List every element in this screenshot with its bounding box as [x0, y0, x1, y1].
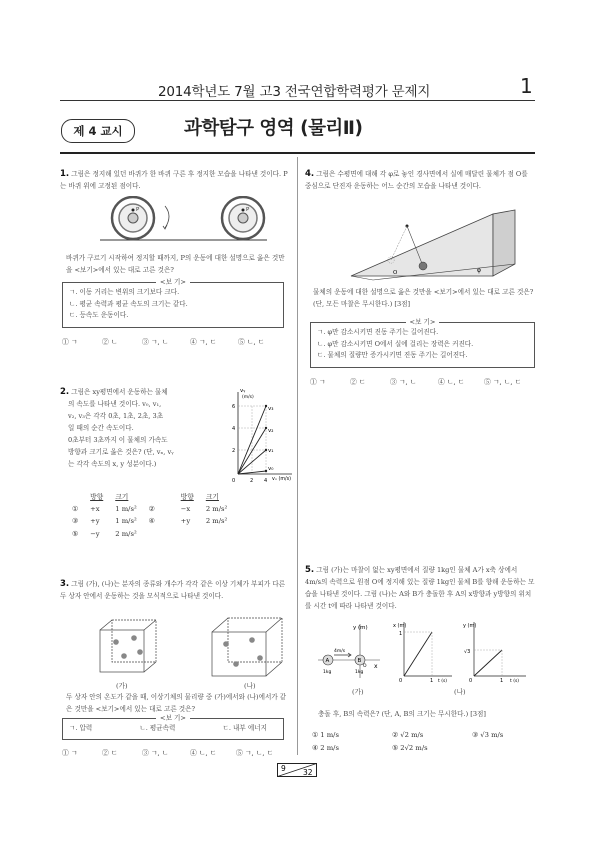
svg-text:x (m): x (m)	[393, 623, 407, 629]
svg-text:y (m): y (m)	[463, 623, 477, 629]
choice-5[interactable]: ⑤ 2√2 m/s	[392, 744, 428, 752]
question-prompt: 충돌 후, B의 속력은? (단, A, B의 크기는 무시한다.) [3점]	[318, 710, 487, 718]
figure-label-b: (나)	[454, 688, 466, 696]
svg-text:1kg: 1kg	[323, 670, 332, 675]
svg-text:vᵧ: vᵧ	[240, 388, 246, 394]
x-position-graph	[392, 618, 456, 684]
choice-4[interactable]: ④ ㄱ, ㄷ	[190, 338, 217, 346]
svg-text:4: 4	[232, 426, 236, 432]
svg-text:B: B	[357, 658, 362, 664]
choice-3[interactable]: ③ ㄱ, ㄴ	[390, 378, 417, 386]
subject-title: 과학탐구 영역 (물리Ⅱ)	[184, 118, 363, 139]
svg-text:x: x	[374, 663, 378, 670]
answer-row[interactable]: ① +x 1 m/s² ② −x 2 m/s²	[72, 504, 228, 513]
bogi-item: ㄴ. 평균속력	[139, 724, 176, 732]
svg-text:2: 2	[250, 478, 254, 484]
bogi-item: ㄱ. 압력	[69, 724, 93, 732]
svg-text:y (m): y (m)	[353, 625, 368, 631]
bogi-item: ㄱ. φ만 감소시키면 진동 주기는 길어진다.	[317, 328, 439, 336]
svg-text:v₂: v₂	[268, 428, 274, 434]
question-prompt: 물체의 운동에 대한 설명으로 옳은 것만을 <보기>에서 있는 대로 고른 것은? (단, 모든 마찰은 무시한다.) [3점]	[313, 288, 534, 308]
answer-choices	[62, 336, 282, 346]
choice-1[interactable]: ① ㄱ	[62, 749, 78, 757]
figure-label-a: (가)	[352, 688, 364, 696]
svg-text:√3: √3	[464, 649, 471, 655]
svg-text:1: 1	[430, 678, 434, 684]
question-1	[60, 168, 288, 192]
period-badge: 제 4 교시	[61, 119, 135, 143]
svg-text:2: 2	[232, 448, 236, 454]
svg-text:v₁: v₁	[268, 448, 274, 454]
svg-text:P: P	[136, 207, 140, 213]
svg-text:1: 1	[399, 631, 403, 637]
svg-text:4: 4	[264, 478, 268, 484]
incline-pendulum-figure	[345, 206, 520, 284]
bogi-title: <보 기>	[63, 277, 283, 289]
rolling-wheel-figure	[95, 196, 275, 248]
choice-5[interactable]: ⑤ ㄴ, ㄷ	[238, 338, 265, 346]
svg-text:1: 1	[500, 678, 504, 684]
choice-4[interactable]: ④ ㄴ, ㄷ	[438, 378, 465, 386]
choice-2[interactable]: ② ㄴ	[102, 338, 118, 346]
svg-text:v₀: v₀	[268, 466, 274, 472]
bogi-item: ㄴ. 평균 속력과 평균 속도의 크기는 같다.	[69, 299, 188, 308]
velocity-graph	[218, 386, 298, 484]
choice-4[interactable]: ④ ㄴ, ㄷ	[190, 749, 217, 757]
svg-text:4m/s: 4m/s	[334, 649, 346, 654]
choice-2[interactable]: ② ㄷ	[350, 378, 366, 386]
svg-text:9: 9	[281, 764, 286, 773]
choice-2[interactable]: ② ㄷ	[102, 749, 118, 757]
svg-text:P: P	[246, 207, 250, 213]
question-2: 2. 그림은 xy평면에서 운동하는 물체 의 속도를 나타낸 것이다. v₀, v₁, v₂, v₃은 각각 0초, 1초, 2초, 3초 일 때의 순간 속도이다. 0초부터 3초까지 이 물체의 가속도 방향과 크기로 옳은 것은? (단, vₓ, vᵧ 는 각각 속도의 x, y 성분이다.)	[60, 387, 174, 468]
answer-choices	[312, 744, 472, 752]
question-4: 4. 그림은 수평면에 대해 각 φ로 놓인 경사면에서 실에 매달린 물체가 점 O를 중심으로 단진자 운동하는 어느 순간의 모습을 나타낸 것이다.	[305, 169, 528, 190]
choice-5[interactable]: ⑤ ㄱ, ㄴ, ㄷ	[484, 378, 522, 386]
svg-text:0: 0	[469, 678, 473, 684]
exam-title: 2014학년도 7월 고3 전국연합학력평가 문제지	[158, 84, 431, 100]
bogi-item: ㄷ. 내부 에너지	[222, 724, 267, 732]
choice-1[interactable]: ① ㄱ	[310, 378, 326, 386]
answer-row[interactable]: ⑤ −y 2 m/s²	[72, 529, 137, 538]
choice-4[interactable]: ④ 2 m/s	[312, 744, 339, 752]
svg-text:O: O	[363, 664, 367, 669]
svg-text:6: 6	[232, 404, 236, 410]
svg-text:t (s): t (s)	[438, 679, 448, 684]
svg-text:v₃: v₃	[268, 406, 274, 412]
bogi-box: <보 기> ㄱ. 압력 ㄴ. 평균속력 ㄷ. 내부 에너지	[62, 718, 284, 740]
gas-box-figure	[88, 616, 288, 678]
svg-text:0: 0	[232, 478, 236, 484]
figure-label-a: (가)	[116, 682, 128, 690]
question-3: 3. 그림 (가), (나)는 분자의 종류와 개수가 각각 같은 이상 기체가 부피가 다른 두 상자 안에서 운동하는 것을 모식적으로 나타낸 것이다.	[60, 579, 286, 600]
svg-text:(m/s): (m/s)	[242, 395, 254, 400]
y-position-graph	[460, 618, 534, 684]
question-prompt: 바퀴가 구르기 시작하여 정지할 때까지, P의 운동에 대한 설명으로 옳은 것만을 <보기>에서 있는 대로 고른 것은?	[66, 254, 285, 274]
bogi-item: ㄷ. 등속도 운동이다.	[69, 311, 129, 319]
question-prompt: 두 상자 안의 온도가 같을 때, 이상기체의 물리량 중 (가)에서와 (나)에서가 같은 것만을 <보기>에서 있는 대로 고른 것은?	[66, 693, 287, 713]
question-5: 5. 그림 (가)는 마찰이 없는 xy평면에서 질량 1kg인 물체 A가 x축 상에서 4m/s의 속력으로 원점 O에 정지해 있는 질량 1kg인 물체 B를 향해 운동하는 모습을 나타낸 것이다. 그림 (나)는 A와 B가 충돌한 후 A의 x방향과 y방향의 위치를 시간 t에 따라 나타낸 것이다.	[305, 565, 535, 610]
choice-2[interactable]: ② √2 m/s	[392, 731, 424, 739]
choice-3[interactable]: ③ ㄱ, ㄴ	[142, 749, 169, 757]
question-stem: 그림은 정지해 있던 바퀴가 한 바퀴 구른 후 정지한 모습을 나타낸 것이다. P는 바퀴 위에 고정된 점이다.	[60, 170, 288, 190]
svg-text:t (s): t (s)	[510, 679, 520, 684]
svg-text:32: 32	[303, 768, 313, 777]
svg-text:0: 0	[399, 678, 403, 684]
header-divider	[60, 100, 535, 101]
choice-1[interactable]: ① ㄱ	[62, 338, 78, 346]
bogi-box	[62, 278, 284, 328]
svg-text:A: A	[325, 658, 330, 664]
answer-row[interactable]: ③ +y 1 m/s² ④ +y 2 m/s²	[72, 517, 228, 526]
answer-choices	[62, 747, 286, 757]
question-number: 1.	[60, 169, 70, 179]
svg-text:1kg: 1kg	[355, 670, 364, 675]
choice-3[interactable]: ③ √3 m/s	[472, 731, 504, 739]
choice-5[interactable]: ⑤ ㄱ, ㄴ, ㄷ	[236, 749, 274, 757]
bogi-box: <보 기> ㄱ. φ만 감소시키면 진동 주기는 길어진다. ㄴ. φ만 감소시키면 O에서 실에 걸리는 장력은 커진다. ㄷ. 물체의 질량만 증가시키면 진동 주기는 길어진다.	[310, 322, 535, 368]
svg-text:φ: φ	[477, 267, 481, 274]
collision-figure	[316, 622, 382, 682]
answer-choices	[310, 376, 534, 386]
bogi-item: ㄴ. φ만 감소시키면 O에서 실에 걸리는 장력은 커진다.	[317, 339, 474, 348]
page-number: 1	[520, 74, 533, 98]
choice-3[interactable]: ③ ㄱ, ㄴ	[142, 338, 169, 346]
svg-text:O: O	[393, 270, 398, 276]
choice-1[interactable]: ① 1 m/s	[312, 731, 339, 739]
title-divider	[60, 152, 535, 154]
answer-table: 방향 크기 방향 크기 ① +x 1 m/s² ② −x 2 m/s² ③ +y 1 m/s² ④ +y 2 m/s² ⑤ −y 2 m/s²	[66, 490, 233, 540]
page-indicator	[277, 763, 317, 777]
svg-text:vₓ (m/s): vₓ (m/s)	[272, 477, 292, 482]
figure-label-b: (나)	[244, 682, 256, 690]
bogi-item: ㄷ. 물체의 질량만 증가시키면 진동 주기는 길어진다.	[317, 351, 468, 359]
answer-choices	[312, 731, 532, 739]
bogi-item: ㄱ. 이동 거리는 변위의 크기보다 크다.	[69, 288, 180, 296]
